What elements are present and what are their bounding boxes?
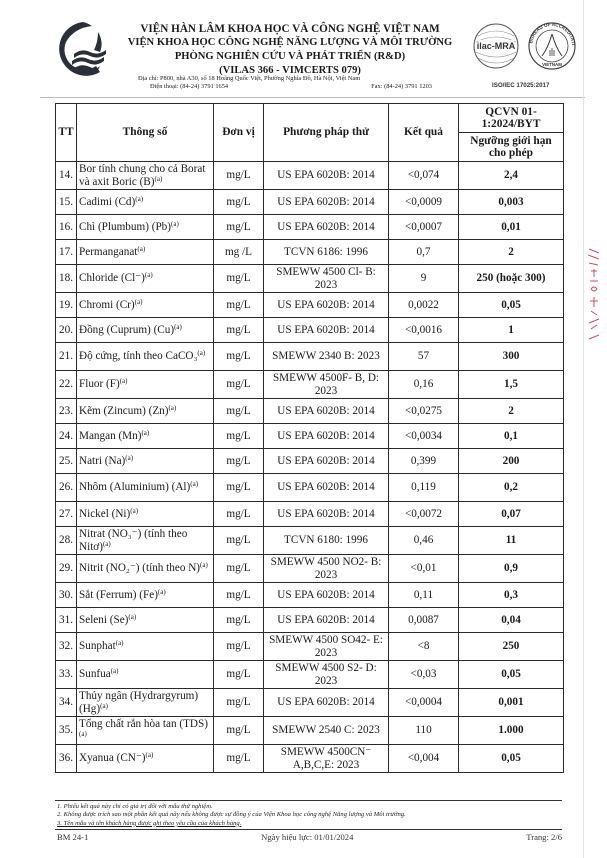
table-row — [56, 265, 564, 293]
row-number: 24. — [56, 424, 77, 449]
parameter-name — [77, 371, 214, 399]
institute-name: VIỆN KHOA HỌC CÔNG NGHỆ NĂNG LƯỢNG VÀ MÔI TRƯỜNG — [127, 37, 453, 48]
result-value: <8 — [389, 633, 459, 661]
parameter-name — [77, 293, 214, 318]
unit: mg/L — [214, 449, 264, 474]
row-number: 20. — [56, 318, 77, 343]
parameter-name — [77, 474, 214, 502]
limit-value: 11 — [459, 527, 564, 555]
test-method: TCVN 6180: 1996 — [264, 527, 389, 555]
limit-value: 0,05 — [459, 661, 564, 689]
unit: mg/L — [214, 527, 264, 555]
accredited-note-marker: (a) — [174, 322, 182, 331]
accredited-note-marker: (a) — [130, 506, 139, 515]
row-number: 34. — [56, 689, 77, 717]
parameter-label: Tổng chất rắn hòa tan (TDS) — [79, 718, 208, 730]
accredited-note-marker: (a) — [125, 453, 134, 462]
table-row — [56, 293, 564, 318]
margin-stamp-mark — [585, 245, 603, 345]
col-header-unit: Đơn vị — [214, 104, 264, 162]
parameter-name — [77, 717, 214, 745]
parameter-name — [77, 449, 214, 474]
accredited-note-marker: (a) — [200, 561, 208, 570]
parameter-label: Permanganat — [79, 245, 138, 258]
col-header-method: Phương pháp thử — [264, 104, 389, 162]
svg-text:BUREAU OF ACCREDITATION: BUREAU OF ACCREDITATI — [528, 21, 576, 46]
parameter-name — [77, 633, 214, 661]
limit-value: 2 — [459, 399, 564, 424]
col-header-result: Kết quả — [389, 104, 459, 162]
accredited-note-marker: (a) — [119, 377, 128, 386]
accredited-note-marker: (a) — [128, 612, 137, 621]
row-number: 26. — [56, 474, 77, 502]
unit: mg/L — [214, 318, 264, 343]
parameter-label: Sắt (Ferrum) (Fe) — [79, 588, 158, 601]
table-row — [56, 717, 564, 745]
table-row — [56, 583, 564, 608]
result-value: <0,0034 — [389, 424, 459, 449]
table-row — [56, 162, 564, 190]
result-value: 0,399 — [389, 449, 459, 474]
table-row — [56, 633, 564, 661]
accredited-note-marker: (a) — [157, 587, 166, 596]
iso-standard: ISO/IEC 17025:2017 — [492, 82, 550, 89]
result-value: <0,0275 — [389, 399, 459, 424]
table-row — [56, 474, 564, 502]
note-1: 1. Phiếu kết quả này chỉ có giá trị đối với mẫu thử nghiệm. — [57, 803, 213, 810]
accredited-note-marker: (a) — [134, 297, 143, 306]
row-number: 14. — [56, 162, 77, 190]
parameter-name — [77, 583, 214, 608]
result-value: <0,0004 — [389, 689, 459, 717]
row-number: 32. — [56, 633, 77, 661]
unit: mg/L — [214, 162, 264, 190]
accredited-note-marker: (a) — [197, 349, 206, 358]
result-value: <0,01 — [389, 555, 459, 583]
result-value: 57 — [389, 343, 459, 371]
limit-value: 300 — [459, 343, 564, 371]
row-number: 27. — [56, 502, 77, 527]
parameter-label: Sunphat — [79, 640, 116, 653]
table-row — [56, 424, 564, 449]
row-number: 31. — [56, 608, 77, 633]
parameter-name — [77, 215, 214, 240]
result-value: 0,0087 — [389, 608, 459, 633]
unit: mg/L — [214, 265, 264, 293]
footer-divider — [55, 800, 562, 801]
accredited-note-marker: (a) — [100, 701, 108, 710]
accredited-note-marker: (a) — [135, 194, 144, 203]
result-value: <0,0072 — [389, 502, 459, 527]
limit-value: 1 — [459, 318, 564, 343]
accredited-note-marker: (a) — [115, 639, 124, 648]
test-method: SMEWW 4500CN⁻ A,B,C,E: 2023 — [264, 745, 389, 773]
col-header-limit: Ngưỡng giới hạn cho phép — [459, 133, 564, 162]
limit-value: 0,003 — [459, 190, 564, 215]
test-method: SMEWW 4500 Cl- B: 2023 — [264, 265, 389, 293]
parameter-label: Bor tính chung cho cả Borat và axit Boric (B) — [79, 163, 206, 188]
row-number: 21. — [56, 343, 77, 371]
unit: mg/L — [214, 608, 264, 633]
page-number: Trang: 2/6 — [526, 832, 562, 842]
effective-date: Ngày hiệu lực: 01/01/2024 — [261, 832, 354, 842]
notes — [57, 803, 562, 828]
result-value: 0,119 — [389, 474, 459, 502]
table-row — [56, 689, 564, 717]
limit-value: 0,2 — [459, 474, 564, 502]
parameter-name — [77, 661, 214, 689]
limit-value: 0,9 — [459, 555, 564, 583]
parameter-label: Nickel (Ni) — [79, 507, 131, 520]
parameter-name — [77, 162, 214, 190]
parameter-name — [77, 502, 214, 527]
parameter-name — [77, 689, 214, 717]
limit-value: 0,01 — [459, 215, 564, 240]
ilac-mra-icon — [474, 24, 518, 68]
row-number: 29. — [56, 555, 77, 583]
phone: Điện thoại: (84-24) 3791 1654 — [150, 83, 229, 90]
parameter-label: Thủy ngân (Hydrargyrum) (Hg) — [79, 690, 199, 715]
test-method: US EPA 6020B: 2014 — [264, 162, 389, 190]
unit: mg/L — [214, 474, 264, 502]
note-3: 3. Tên mẫu và tên khách hàng được ghi theo yêu cầu của khách hàng. — [57, 819, 242, 827]
test-method: SMEWW 4500 SO42- E: 2023 — [264, 633, 389, 661]
contact-info — [130, 75, 460, 91]
unit: mg/L — [214, 689, 264, 717]
row-number: 30. — [56, 583, 77, 608]
accredited-note-marker: (a) — [141, 428, 150, 437]
unit: mg/L — [214, 215, 264, 240]
limit-value: 2,4 — [459, 162, 564, 190]
parameter-label: Chì (Plumbum) (Pb) — [79, 220, 171, 233]
svg-text:VIETNAM: VIETNAM — [542, 62, 562, 67]
footer-divider-2 — [55, 829, 562, 830]
parameter-label: Seleni (Se) — [79, 613, 129, 626]
row-number: 35. — [56, 717, 77, 745]
test-method: US EPA 6020B: 2014 — [264, 318, 389, 343]
table-row — [56, 608, 564, 633]
table-row — [56, 399, 564, 424]
col-header-standard: QCVN 01-1:2024/BYT — [459, 104, 564, 133]
limit-value: 250 — [459, 633, 564, 661]
accredited-note-marker: (a) — [145, 751, 154, 760]
test-method: US EPA 6020B: 2014 — [264, 424, 389, 449]
parameter-label: Fluor (F) — [79, 378, 120, 391]
document-header — [0, 0, 607, 100]
parameter-label: Nitrit (NO₂⁻) (tính theo N) — [79, 562, 201, 575]
result-value: 110 — [389, 717, 459, 745]
limit-value: 1.000 — [459, 717, 564, 745]
test-method: US EPA 6020B: 2014 — [264, 608, 389, 633]
test-method: US EPA 6020B: 2014 — [264, 293, 389, 318]
result-value: 0,16 — [389, 371, 459, 399]
page-footer — [57, 832, 562, 842]
result-value: <0,03 — [389, 661, 459, 689]
row-number: 17. — [56, 240, 77, 265]
accredited-note-marker: (a) — [110, 667, 119, 676]
test-method: US EPA 6020B: 2014 — [264, 689, 389, 717]
note-2: 2. Không được trích sao một phần kết quả này nếu không được sự đồng ý của Viện Khoa học công nghệ Năng lượng và Môi trường. — [57, 811, 406, 819]
test-method: US EPA 6020B: 2014 — [264, 449, 389, 474]
parameter-name — [77, 745, 214, 773]
parameter-name — [77, 343, 214, 371]
limit-value: 0,1 — [459, 424, 564, 449]
institute-logo-icon — [52, 18, 114, 80]
test-method: US EPA 6020B: 2014 — [264, 583, 389, 608]
unit: mg/L — [214, 190, 264, 215]
accredited-note-marker: (a) — [168, 403, 177, 412]
accredited-note-marker: (a) — [171, 219, 179, 228]
row-number: 33. — [56, 661, 77, 689]
unit: mg/L — [214, 633, 264, 661]
parameter-label: Natri (Na) — [79, 454, 126, 467]
table-row — [56, 502, 564, 527]
result-value: <0,0016 — [389, 318, 459, 343]
unit: mg/L — [214, 745, 264, 773]
accreditation-codes: (VILAS 366 - VIMCERTS 079) — [219, 65, 361, 76]
parameter-name — [77, 555, 214, 583]
unit: mg/L — [214, 583, 264, 608]
test-method: US EPA 6020B: 2014 — [264, 399, 389, 424]
parameter-name — [77, 318, 214, 343]
parameter-label: Mangan (Mn) — [79, 429, 142, 442]
result-value: <0,0009 — [389, 190, 459, 215]
parameter-name — [77, 240, 214, 265]
accredited-note-marker: (a) — [154, 174, 163, 183]
parameter-label: Sunfua — [79, 668, 111, 681]
accredited-note-marker: (a) — [190, 480, 199, 489]
test-method: US EPA 6020B: 2014 — [264, 215, 389, 240]
table-row — [56, 343, 564, 371]
limit-value: 200 — [459, 449, 564, 474]
row-number: 23. — [56, 399, 77, 424]
accreditation-badges — [472, 18, 582, 78]
row-number: 19. — [56, 293, 77, 318]
parameter-label: Xyanua (CN⁻) — [79, 752, 146, 765]
limit-value: 1,5 — [459, 371, 564, 399]
row-number: 22. — [56, 371, 77, 399]
limit-value: 0,05 — [459, 745, 564, 773]
limit-value: 0,001 — [459, 689, 564, 717]
table-row — [56, 745, 564, 773]
table-row — [56, 449, 564, 474]
header-divider — [40, 97, 585, 98]
result-value: <0,004 — [389, 745, 459, 773]
test-method: SMEWW 4500 S2- D: 2023 — [264, 661, 389, 689]
parameter-label: Kẽm (Zincum) (Zn) — [79, 404, 169, 417]
department-name: PHÒNG NGHIÊN CỨU VÀ PHÁT TRIỂN (R&D) — [174, 51, 406, 62]
accredited-note-marker: (a) — [144, 271, 153, 280]
scan-fold-line — [583, 0, 584, 858]
parameter-name — [77, 424, 214, 449]
test-method: SMEWW 4500 NO2- B: 2023 — [264, 555, 389, 583]
fax: Fax: (84-24) 3791 1203 — [371, 83, 432, 90]
parameter-name — [77, 399, 214, 424]
table-row — [56, 527, 564, 555]
row-number: 28. — [56, 527, 77, 555]
accredited-note-marker: (a) — [137, 244, 146, 253]
academy-name: VIỆN HÀN LÂM KHOA HỌC VÀ CÔNG NGHỆ VIỆT NAM — [140, 23, 440, 35]
unit: mg/L — [214, 661, 264, 689]
svg-text:ilac-MRA: ilac-MRA — [476, 41, 516, 51]
parameter-label: Cadimi (Cd) — [79, 195, 136, 208]
parameter-label: Chromi (Cr) — [79, 298, 135, 311]
limit-value: 0,3 — [459, 583, 564, 608]
limit-value: 2 — [459, 240, 564, 265]
unit: mg /L — [214, 240, 264, 265]
results-table — [55, 103, 564, 773]
unit: mg/L — [214, 424, 264, 449]
result-value: <0,0007 — [389, 215, 459, 240]
unit: mg/L — [214, 343, 264, 371]
unit: mg/L — [214, 293, 264, 318]
result-value: 0,11 — [389, 583, 459, 608]
form-code: BM 24-1 — [57, 832, 89, 842]
test-method: US EPA 6020B: 2014 — [264, 502, 389, 527]
parameter-label: Nhôm (Aluminium) (Al) — [79, 481, 191, 494]
table-row — [56, 661, 564, 689]
parameter-name — [77, 265, 214, 293]
table-row — [56, 555, 564, 583]
parameter-label: Nitrat (NO₃⁻) (tính theo Nitơ) — [79, 528, 188, 553]
unit: mg/L — [214, 399, 264, 424]
limit-value: 0,05 — [459, 293, 564, 318]
address: Địa chỉ: P800, nhà A30, số 18 Hoàng Quốc Việt, Phường Nghĩa Đô, Hà Nội, Việt Nam — [138, 75, 361, 82]
result-value: 0,0022 — [389, 293, 459, 318]
col-header-tt: TT — [56, 104, 77, 162]
table-row — [56, 318, 564, 343]
limit-value: 0,04 — [459, 608, 564, 633]
table-row — [56, 215, 564, 240]
results-body — [56, 162, 564, 773]
unit: mg/L — [214, 502, 264, 527]
parameter-name — [77, 608, 214, 633]
parameter-label: Đồng (Cuprum) (Cu) — [79, 323, 175, 336]
accredited-note-marker: (a) — [79, 729, 87, 738]
parameter-label: Chloride (Cl⁻) — [79, 272, 145, 285]
result-value: 9 — [389, 265, 459, 293]
table-row — [56, 190, 564, 215]
result-value: 0,46 — [389, 527, 459, 555]
unit: mg/L — [214, 371, 264, 399]
row-number: 15. — [56, 190, 77, 215]
accredited-note-marker: (a) — [102, 539, 111, 548]
col-header-param: Thông số — [77, 104, 214, 162]
parameter-name — [77, 527, 214, 555]
limit-value: 0,07 — [459, 502, 564, 527]
test-method: TCVN 6186: 1996 — [264, 240, 389, 265]
parameter-name — [77, 190, 214, 215]
table-row — [56, 240, 564, 265]
test-method: SMEWW 2340 B: 2023 — [264, 343, 389, 371]
result-value: <0,074 — [389, 162, 459, 190]
limit-value: 250 (hoặc 300) — [459, 265, 564, 293]
unit: mg/L — [214, 717, 264, 745]
test-method: US EPA 6020B: 2014 — [264, 474, 389, 502]
row-number: 25. — [56, 449, 77, 474]
row-number: 36. — [56, 745, 77, 773]
parameter-label: Độ cứng, tính theo CaCO₃ — [79, 350, 198, 363]
row-number: 18. — [56, 265, 77, 293]
row-number: 16. — [56, 215, 77, 240]
test-method: SMEWW 2540 C: 2023 — [264, 717, 389, 745]
table-row — [56, 371, 564, 399]
result-value: 0,7 — [389, 240, 459, 265]
test-method: SMEWW 4500F- B, D: 2023 — [264, 371, 389, 399]
unit: mg/L — [214, 555, 264, 583]
test-method: US EPA 6020B: 2014 — [264, 190, 389, 215]
